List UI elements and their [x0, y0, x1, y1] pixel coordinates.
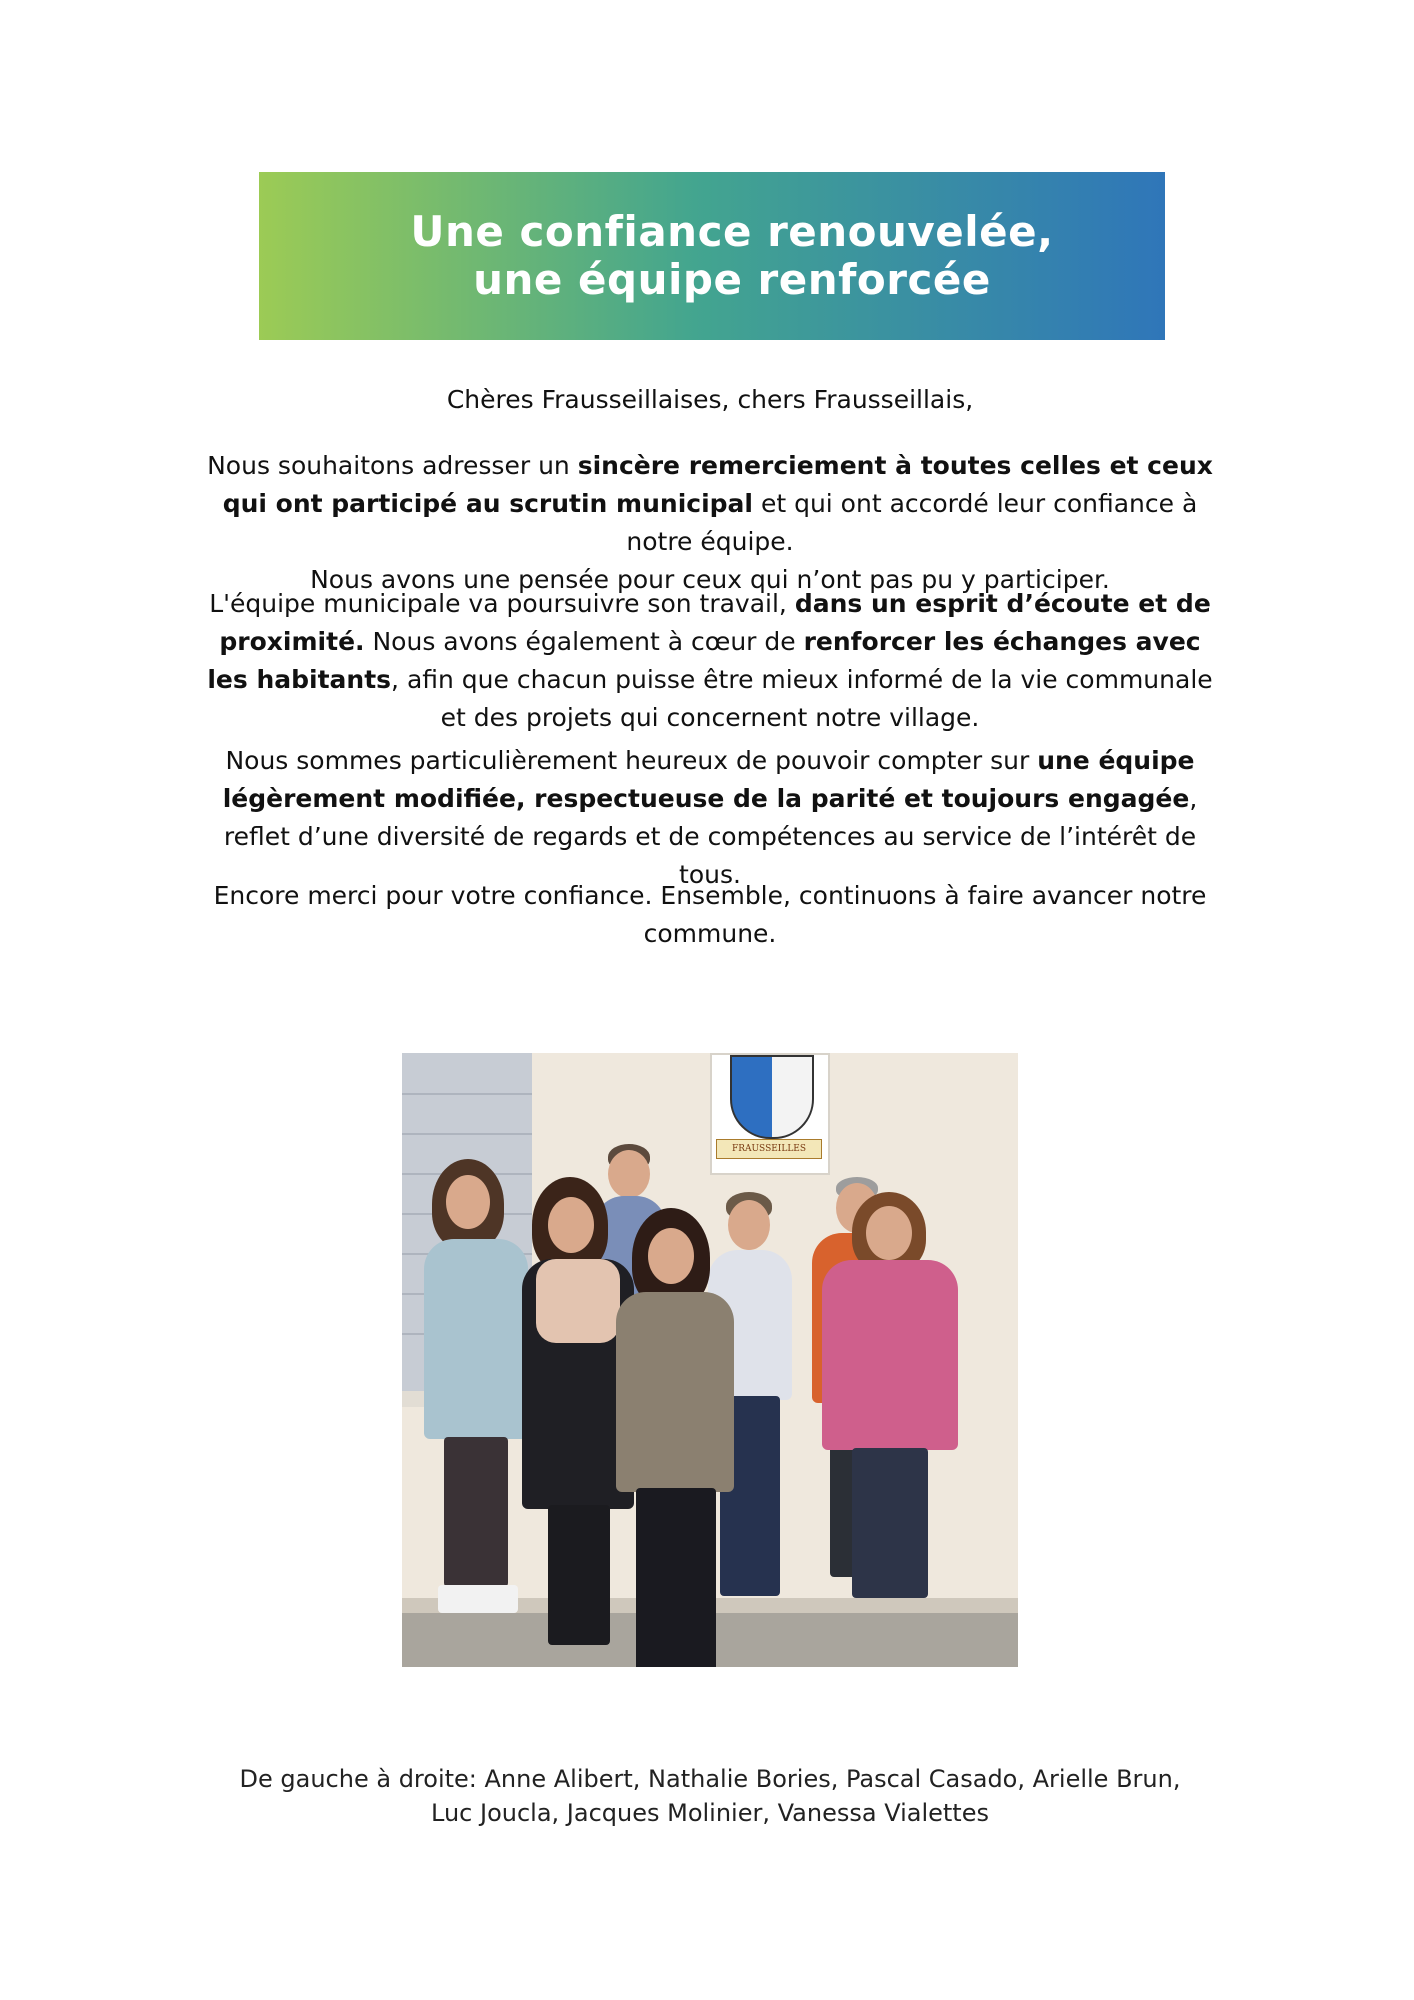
paragraph-work [195, 585, 1225, 737]
p1-bold-b: sincère remerciement à toutes celles et ceux qui ont participé au scrutin municipal [222, 451, 1213, 518]
p1-text-c: et qui ont accordé leur confiance à notre équipe. [626, 489, 1198, 556]
paragraph-thanks [195, 447, 1225, 599]
p2-text-c: Nous avons également à cœur de [364, 627, 804, 656]
team-photo [402, 1053, 1018, 1667]
title-banner [259, 172, 1165, 340]
p2-text-a: L'équipe municipale va poursuivre son travail, [209, 589, 795, 618]
banner-title-line-1: Une confiance renouvelée, [410, 207, 1054, 256]
p1-text-a: Nous souhaitons adresser un [207, 451, 578, 480]
paragraph-closing: Encore merci pour votre confiance. Ensemble, continuons à faire avancer notre commune. [213, 881, 1207, 948]
village-crest [710, 1053, 830, 1175]
p2-bold-b: dans un esprit d’écoute et de proximité. [219, 589, 1211, 656]
crest-shield-icon [730, 1055, 814, 1139]
p2-bold-d: renforcer les échanges avec les habitants [207, 627, 1201, 694]
banner-title-line-2: une équipe renforcée [473, 255, 991, 304]
photo-caption-line-1: De gauche à droite: Anne Alibert, Nathalie Bories, Pascal Casado, Arielle Brun, [239, 1765, 1181, 1793]
greeting: Chères Frausseillaises, chers Frausseillais, [446, 385, 974, 414]
crest-scroll: FRAUSSEILLES [716, 1139, 822, 1159]
photo-caption-line-2: Luc Joucla, Jacques Molinier, Vanessa Vialettes [431, 1799, 989, 1827]
p2-text-e: , afin que chacun puisse être mieux informé de la vie communale et des projets qui concernent notre village. [391, 665, 1213, 732]
p3-bold-b: une équipe légèrement modifiée, respectueuse de la parité et toujours engagée [222, 746, 1195, 813]
paragraph-team [195, 742, 1225, 894]
p3-text-c: , reflet d’une diversité de regards et de compétences au service de l’intérêt de tous. [223, 784, 1198, 889]
p1-text-d: Nous avons une pensée pour ceux qui n’ont pas pu y participer. [310, 565, 1110, 594]
p3-text-a: Nous sommes particulièrement heureux de pouvoir compter sur [225, 746, 1038, 775]
